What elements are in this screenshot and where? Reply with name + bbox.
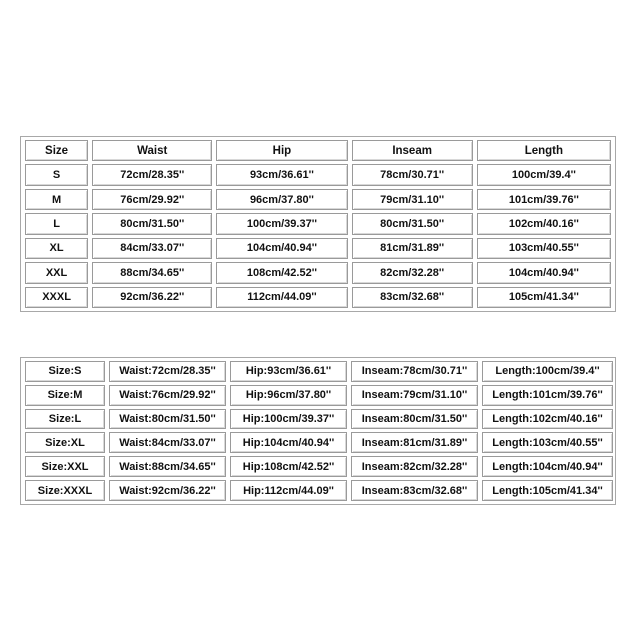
table-row <box>25 432 613 453</box>
table-cell: 72cm/28.35'' <box>92 164 212 185</box>
table-row <box>25 480 613 501</box>
table-cell: Inseam:81cm/31.89'' <box>351 432 478 453</box>
table-cell: Length:104cm/40.94'' <box>482 456 613 477</box>
table-cell: Size:XL <box>25 432 105 453</box>
table-cell: 78cm/30.71'' <box>352 164 473 185</box>
header-cell-waist: Waist <box>92 140 212 161</box>
table-cell: Hip:112cm/44.09'' <box>230 480 347 501</box>
table-cell: Waist:92cm/36.22'' <box>109 480 226 501</box>
table-cell: 80cm/31.50'' <box>92 213 212 234</box>
table-row <box>25 456 613 477</box>
size-chart-table <box>20 136 616 312</box>
table-cell: Hip:108cm/42.52'' <box>230 456 347 477</box>
table-cell: S <box>25 164 88 185</box>
table-cell: 108cm/42.52'' <box>216 262 347 283</box>
table-cell: XL <box>25 238 88 259</box>
table-cell: XXL <box>25 262 88 283</box>
table-cell: Waist:76cm/29.92'' <box>109 385 226 406</box>
table-cell: Inseam:83cm/32.68'' <box>351 480 478 501</box>
table-row <box>25 262 611 283</box>
table-cell: 81cm/31.89'' <box>352 238 473 259</box>
table-cell: 83cm/32.68'' <box>352 287 473 308</box>
table-cell: 102cm/40.16'' <box>477 213 611 234</box>
table-cell: Waist:80cm/31.50'' <box>109 409 226 430</box>
table-cell: 76cm/29.92'' <box>92 189 212 210</box>
table-row <box>25 213 611 234</box>
labeled-size-chart-table <box>20 357 616 505</box>
table-cell: Waist:88cm/34.65'' <box>109 456 226 477</box>
table-cell: 112cm/44.09'' <box>216 287 347 308</box>
table-cell: 100cm/39.37'' <box>216 213 347 234</box>
header-cell-hip: Hip <box>216 140 347 161</box>
table-row <box>25 164 611 185</box>
table-cell: 101cm/39.76'' <box>477 189 611 210</box>
size-chart-grid <box>21 137 615 311</box>
table-cell: Length:101cm/39.76'' <box>482 385 613 406</box>
table-cell: Size:XXXL <box>25 480 105 501</box>
table-cell: Hip:96cm/37.80'' <box>230 385 347 406</box>
table-cell: Inseam:82cm/32.28'' <box>351 456 478 477</box>
table-header-row <box>25 140 611 161</box>
table-cell: Size:S <box>25 361 105 382</box>
table-cell: 105cm/41.34'' <box>477 287 611 308</box>
table-row <box>25 238 611 259</box>
table-cell: 80cm/31.50'' <box>352 213 473 234</box>
header-cell-length: Length <box>477 140 611 161</box>
table-cell: 96cm/37.80'' <box>216 189 347 210</box>
table-cell: Size:XXL <box>25 456 105 477</box>
header-cell-size: Size <box>25 140 88 161</box>
table-cell: Size:M <box>25 385 105 406</box>
table-cell: L <box>25 213 88 234</box>
table-cell: 88cm/34.65'' <box>92 262 212 283</box>
table-cell: Inseam:79cm/31.10'' <box>351 385 478 406</box>
table-cell: 82cm/32.28'' <box>352 262 473 283</box>
header-cell-inseam: Inseam <box>352 140 473 161</box>
table-cell: Inseam:78cm/30.71'' <box>351 361 478 382</box>
table-cell: Waist:84cm/33.07'' <box>109 432 226 453</box>
table-row <box>25 385 613 406</box>
table-cell: Length:103cm/40.55'' <box>482 432 613 453</box>
table-cell: Hip:93cm/36.61'' <box>230 361 347 382</box>
table-cell: Hip:100cm/39.37'' <box>230 409 347 430</box>
table-cell: 79cm/31.10'' <box>352 189 473 210</box>
table-row <box>25 189 611 210</box>
table-cell: 103cm/40.55'' <box>477 238 611 259</box>
table-cell: M <box>25 189 88 210</box>
table-cell: Length:105cm/41.34'' <box>482 480 613 501</box>
table-cell: Size:L <box>25 409 105 430</box>
table-cell: Length:102cm/40.16'' <box>482 409 613 430</box>
table-cell: 93cm/36.61'' <box>216 164 347 185</box>
table-cell: Length:100cm/39.4'' <box>482 361 613 382</box>
table-row <box>25 409 613 430</box>
table-cell: 84cm/33.07'' <box>92 238 212 259</box>
table-row <box>25 361 613 382</box>
table-cell: 92cm/36.22'' <box>92 287 212 308</box>
labeled-size-chart-grid <box>21 358 617 504</box>
table-cell: 100cm/39.4'' <box>477 164 611 185</box>
table-cell: Inseam:80cm/31.50'' <box>351 409 478 430</box>
table-cell: Hip:104cm/40.94'' <box>230 432 347 453</box>
table-cell: 104cm/40.94'' <box>477 262 611 283</box>
table-cell: XXXL <box>25 287 88 308</box>
table-cell: Waist:72cm/28.35'' <box>109 361 226 382</box>
table-row <box>25 287 611 308</box>
table-cell: 104cm/40.94'' <box>216 238 347 259</box>
